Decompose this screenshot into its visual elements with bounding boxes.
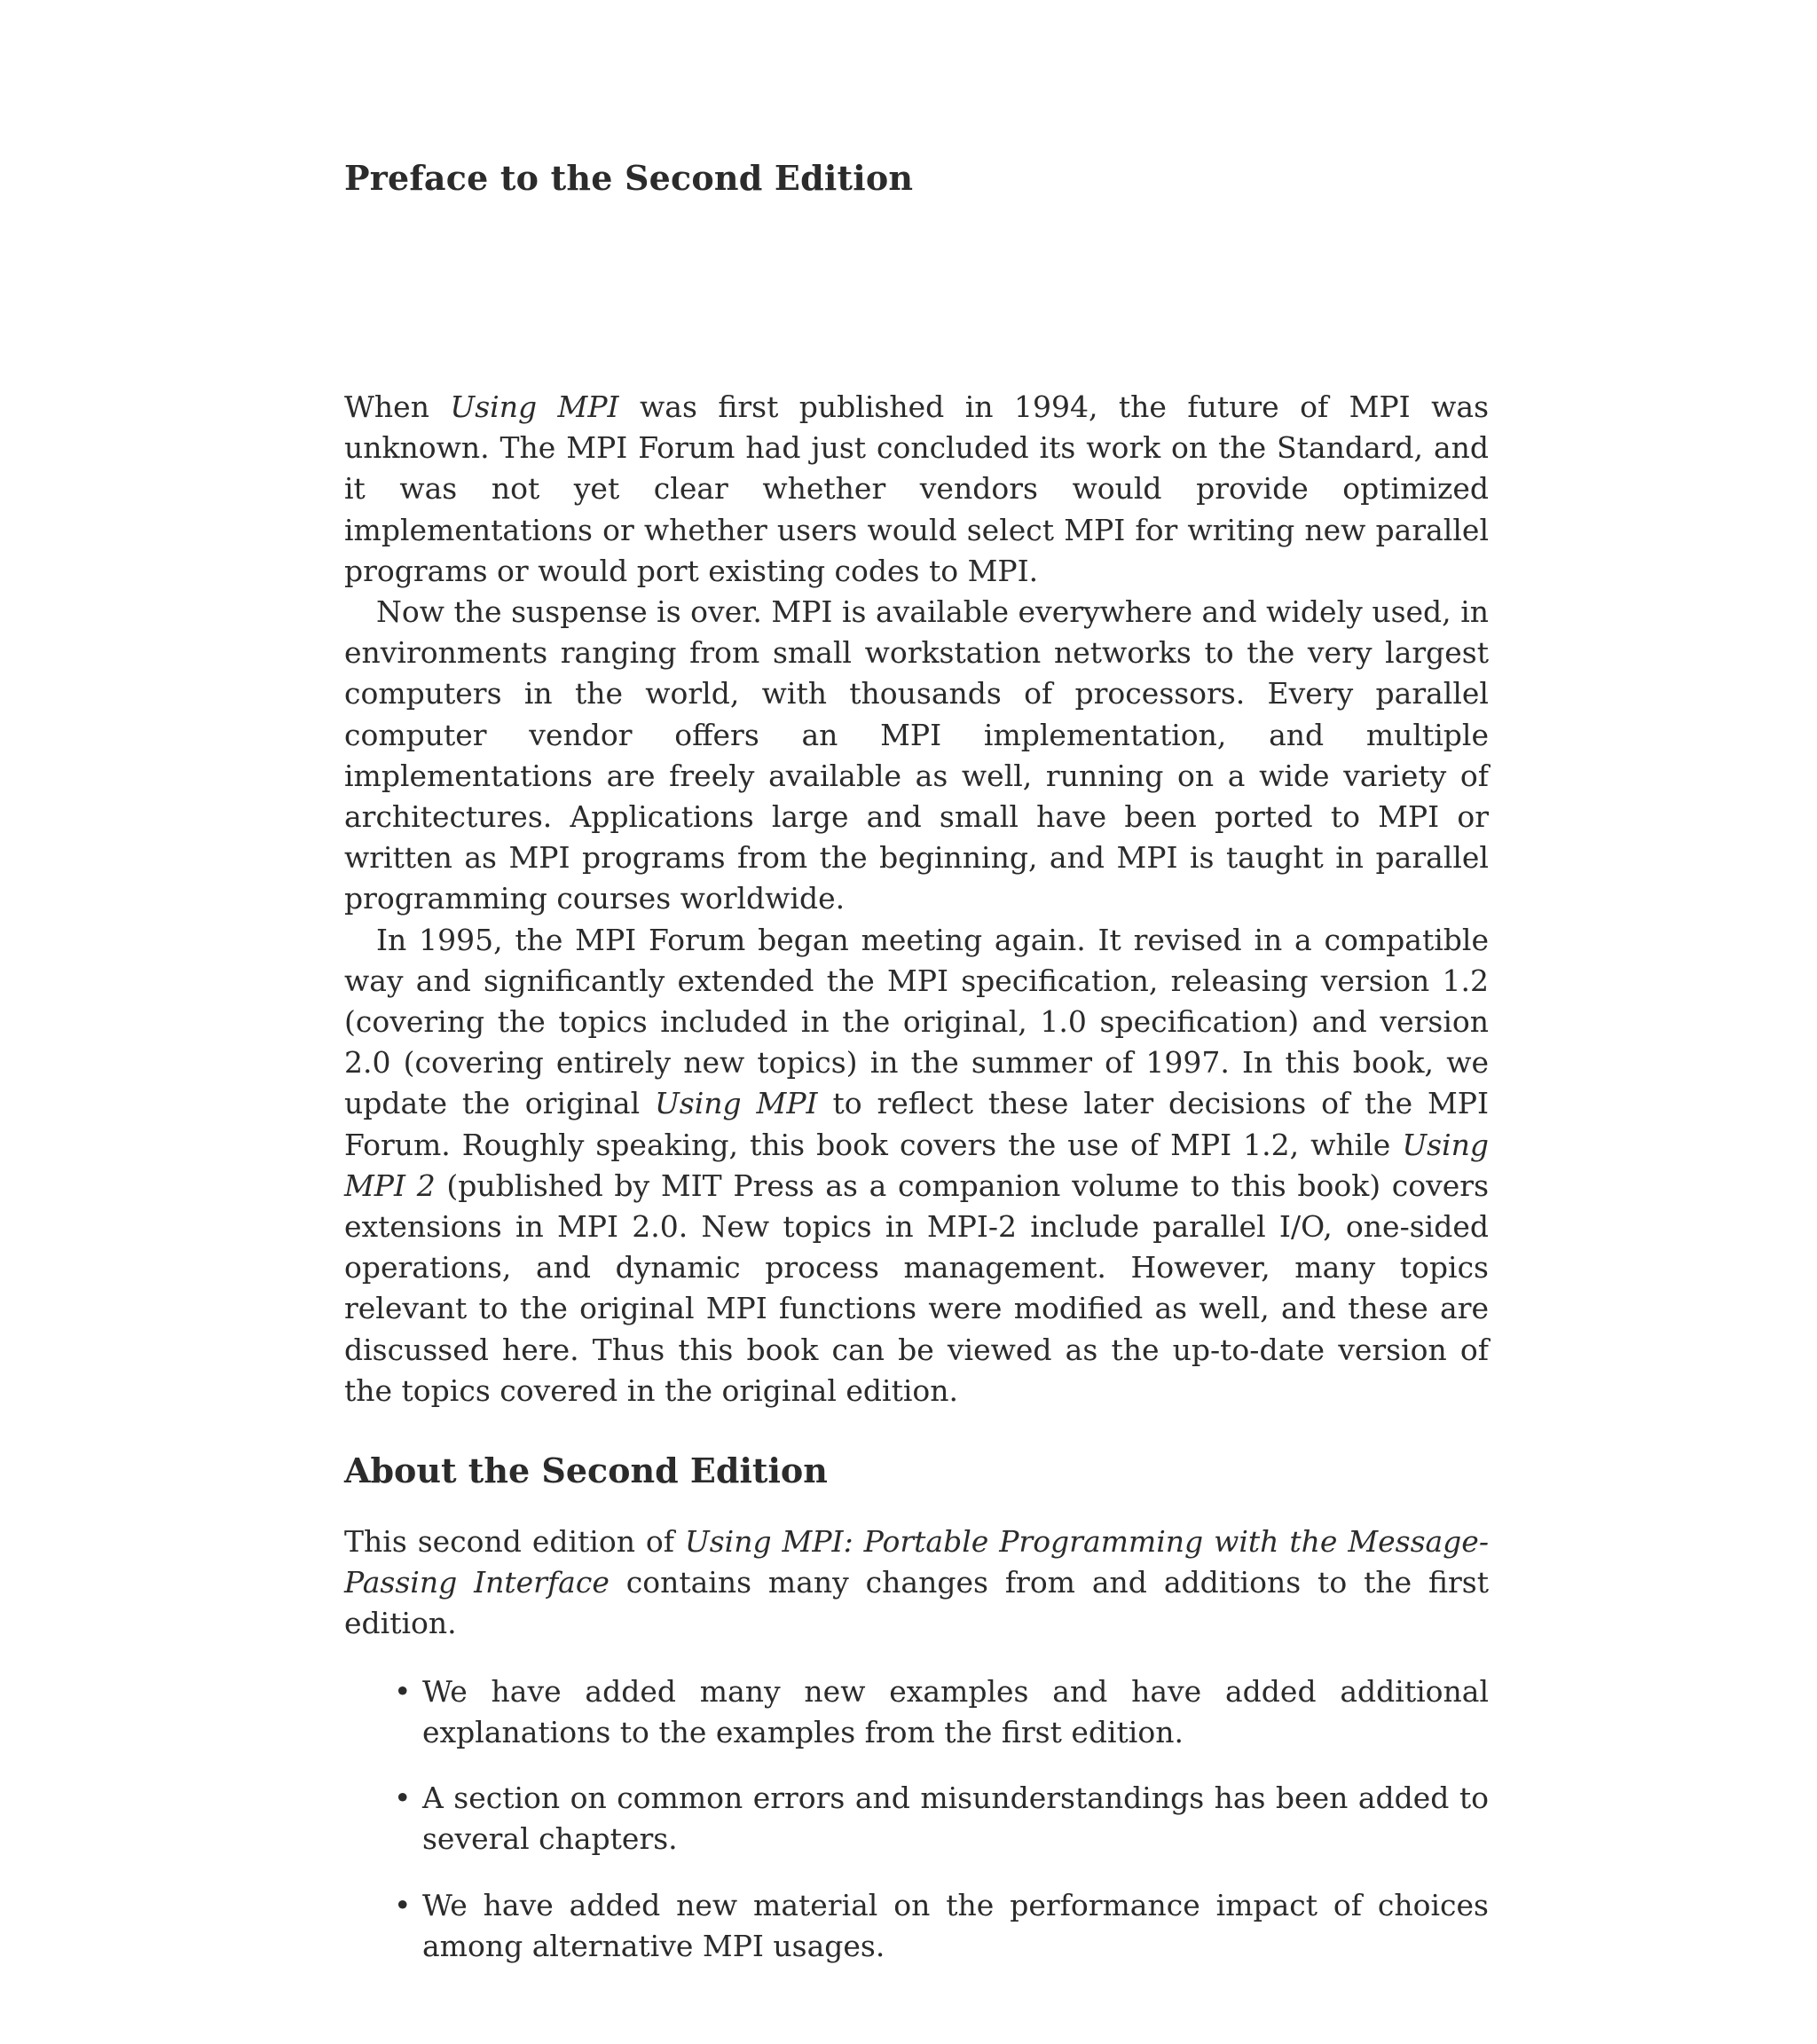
list-item: [344, 1778, 1489, 1859]
text-run: In 1995, the MPI Forum began meeting again. It revised in a compatible way and significantly extended the MPI specification, releasing version 1.2 (covering the topics included in the original, 1.0 specification) and version 2.0 (covering entirely new topics) in the summer of 1997. In this book, we update the original: [344, 922, 1489, 1121]
bullet-icon: •: [394, 1673, 412, 1709]
text-run: to reflect these later decisions of the MPI Forum. Roughly speaking, this book covers the use of MPI 1.2, while: [344, 1086, 1490, 1162]
text-run: This second edition of: [344, 1524, 685, 1560]
chapter-title: Preface to the Second Edition: [344, 158, 914, 198]
book-title: Using MPI: [450, 389, 619, 424]
text-run: was first published in 1994, the future of MPI was unknown. The MPI Forum had just concluded its work on the Standard, and it was not yet clear whether vendors would provide optimized implementations or whether users would select MPI for writing new parallel programs or would port existing codes to MPI.: [344, 389, 1490, 588]
paragraph-1: [344, 387, 1489, 592]
text-run: contains many changes from and additions to the first edition.: [344, 1565, 1489, 1641]
section-title: About the Second Edition: [344, 1450, 828, 1491]
list-item-text: We have added new material on the performance impact of choices among alternative MPI usages.: [422, 1887, 1489, 1963]
text-run: (published by MIT Press as a companion volume to this book) covers extensions in MPI 2.0. New topics in MPI-2 include parallel I/O, one-sided operations, and dynamic process management. However, many topics relevant to the original MPI functions were modified as well, and these are discussed here. Thus this book can be viewed as the up-to-date version of the topics covered in the original edition.: [344, 1167, 1489, 1408]
book-title: Using MPI: Portable Programming with the Message-Passing Interface: [344, 1524, 1489, 1600]
list-item-text: We have added many new examples and have added additional explanations to the examples from the first edition.: [422, 1673, 1489, 1749]
bullet-icon: •: [394, 1887, 412, 1922]
list-item: [344, 1671, 1489, 1753]
section-intro: [344, 1521, 1489, 1645]
body-text: [344, 387, 1489, 1992]
changes-list: [344, 1671, 1489, 1967]
book-title: Using MPI 2: [344, 1127, 1489, 1203]
text-run: When: [344, 389, 451, 424]
paragraph-3: [344, 920, 1489, 1411]
paragraph-2: Now the suspense is over. MPI is available everywhere and widely used, in environments ranging from small workstation networks to the very largest computers in the world, with thousands of processors. Every parallel computer vendor offers an MPI implementation, and multiple implementations are freely available as well, running on a wide variety of architectures. Applications large and small have been ported to MPI or written as MPI programs from the beginning, and MPI is taught in parallel programming courses worldwide.: [344, 594, 1489, 916]
book-title: Using MPI: [655, 1086, 818, 1121]
list-item-text: A section on common errors and misunderstandings has been added to several chapters.: [422, 1781, 1489, 1857]
bullet-icon: •: [394, 1781, 412, 1816]
list-item: [344, 1885, 1489, 1967]
